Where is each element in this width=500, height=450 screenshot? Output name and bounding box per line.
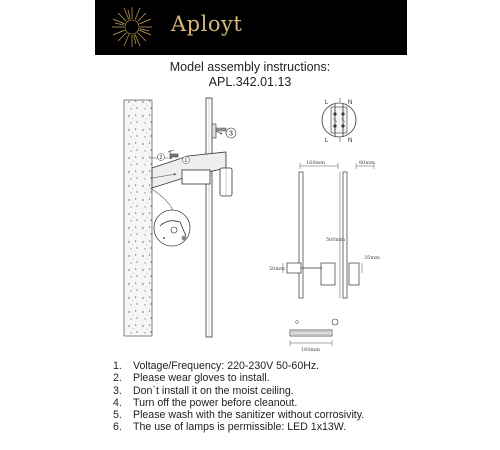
dim-base-side: 35mm [364,255,380,261]
svg-text:2: 2 [159,155,163,161]
dim-width-front: 160mm [306,160,326,166]
wire-n-top: N [348,100,353,106]
wire-l-top: L [325,100,329,106]
sunburst-logo-icon [111,6,153,48]
wiring-diagram [322,98,356,144]
instruction-item: 5. Please wash with the sanitizer without corrosivity. [113,409,365,422]
svg-text:3: 3 [229,130,233,138]
instruction-list [113,360,364,434]
front-view [269,160,338,298]
top-view [290,319,338,353]
wire-l-bottom: L [325,138,329,144]
screw-icon [212,124,226,138]
instruction-item: 2. Please wear gloves to install. [113,372,270,385]
model-number: APL.342.01.13 [208,75,292,89]
wire-n-bottom: N [348,138,353,144]
callout-3 [226,128,236,138]
instruction-item: 3. Don`t install it on the moist ceiling. [113,384,294,397]
instruction-item: 1. Voltage/Frequency: 220-230V 50-60Hz. [113,360,320,372]
wall-panel [124,100,152,336]
dim-height: 500mm [326,237,346,243]
lamp-rod [206,98,212,337]
detail-zoom [150,188,190,246]
document-title: Model assembly instructions: [169,60,331,74]
instruction-item: 4. Turn off the power before cleanout. [113,396,298,409]
brand-name: Aployt [171,12,243,36]
dim-width-side: 80mm [359,160,375,166]
callout-2 [158,154,165,162]
dim-width-top: 160mm [301,347,321,353]
assembly-diagram [0,88,500,358]
dim-base-front: 50mm [269,266,285,272]
instruction-item: 6. The use of lamps is permissible: LED 1x13W. [113,421,347,434]
svg-text:1: 1 [184,158,188,164]
brand-banner [95,0,407,55]
